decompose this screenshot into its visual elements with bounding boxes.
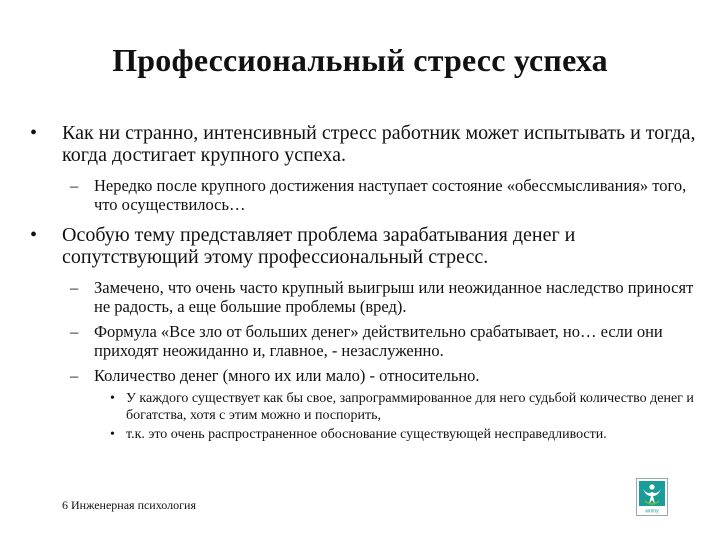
bullet-2-sub-3-item-1-text: У каждого существует как бы свое, запрограммированное для него судьбой количество денег и богатства, хотя с этим можно и поспорить, bbox=[126, 391, 694, 423]
slide-title: Профессиональный стресс успеха bbox=[112, 42, 608, 78]
dash-marker: – bbox=[70, 366, 79, 385]
bullet-1-sub-1-text: Нередко после крупного достижения наступает состояние «обессмысливания» того, что осуществилось… bbox=[94, 176, 687, 214]
bullet-2-sub-3-text: Количество денег (много их или мало) - относительно. bbox=[94, 366, 480, 385]
logo-text: мгппу bbox=[645, 508, 659, 515]
slide-footer: 6 Инженерная психология bbox=[62, 498, 196, 512]
bullet-2-sub-3-item-1 bbox=[30, 391, 698, 424]
bullet-2-sub-3-item-2 bbox=[30, 427, 698, 444]
dash-marker: – bbox=[70, 278, 79, 297]
bullet-2-sub-3 bbox=[30, 366, 698, 385]
figure-logo-icon bbox=[637, 479, 667, 515]
bullet-marker: • bbox=[30, 122, 38, 144]
bullet-2-sub-3-item-2-text: т.к. это очень распространенное обоснование существующей несправедливости. bbox=[126, 427, 607, 442]
slide-content bbox=[30, 122, 698, 447]
bullet-marker: • bbox=[110, 391, 115, 406]
bullet-1 bbox=[30, 122, 698, 166]
bullet-2 bbox=[30, 224, 698, 268]
bullet-2-sub-1 bbox=[30, 278, 698, 316]
dash-marker: – bbox=[70, 322, 79, 341]
dash-marker: – bbox=[70, 176, 79, 195]
bullet-2-sub-2-text: Формула «Все зло от больших денег» действительно срабатывает, но… если они приходят неожиданно и, главное, - незаслуженно. bbox=[94, 322, 663, 360]
bullet-1-sub-1 bbox=[30, 176, 698, 214]
bullet-2-sub-2 bbox=[30, 322, 698, 360]
bullet-1-text: Как ни странно, интенсивный стресс работник может испытывать и тогда, когда достигает крупного успеха. bbox=[62, 122, 696, 166]
logo bbox=[636, 478, 668, 516]
bullet-marker: • bbox=[30, 224, 38, 246]
bullet-2-text: Особую тему представляет проблема зарабатывания денег и сопутствующий этому профессиональный стресс. bbox=[62, 224, 576, 268]
bullet-marker: • bbox=[110, 427, 115, 442]
bullet-2-sub-1-text: Замечено, что очень часто крупный выигрыш или неожиданное наследство приносят не радость, а еще большие проблемы (вред). bbox=[94, 278, 694, 316]
